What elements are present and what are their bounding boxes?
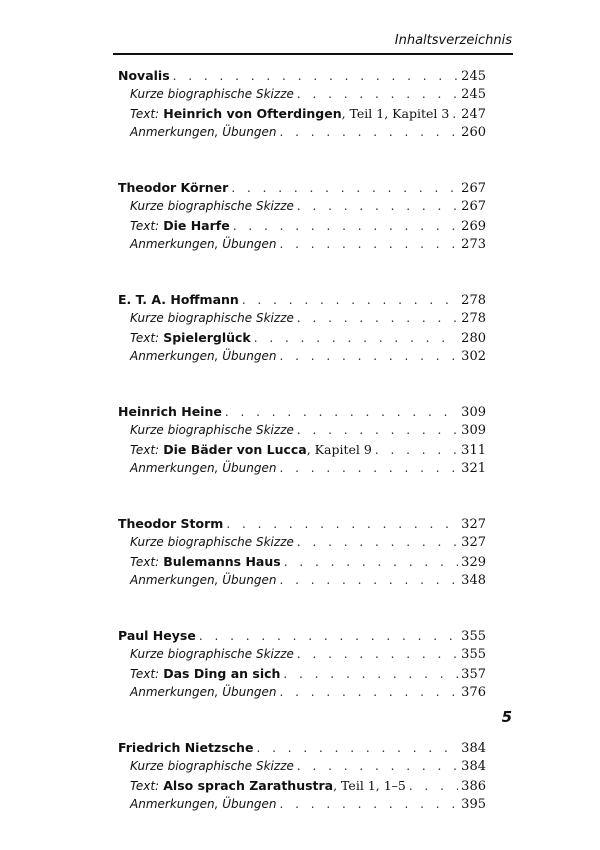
dot-leader (452, 105, 458, 124)
page-ref: 302 (461, 349, 486, 364)
author-name: Theodor Körner (118, 180, 229, 195)
dot-leader (279, 123, 458, 142)
toc-section-heine (118, 402, 486, 478)
page-ref: 269 (461, 219, 486, 234)
work-title: Die Harfe (163, 218, 230, 233)
text-prefix: Text: (130, 667, 160, 681)
page-ref: 267 (461, 181, 486, 196)
dot-leader (231, 179, 458, 198)
dot-leader (279, 347, 458, 366)
page-ref: 280 (461, 331, 486, 346)
toc-text-entry[interactable] (118, 440, 486, 459)
page-number: 5 (501, 708, 512, 726)
dot-leader (254, 329, 458, 348)
notes-label: Anmerkungen, Übungen (130, 349, 277, 363)
page-ref: 267 (461, 199, 486, 214)
toc-author-entry[interactable] (118, 402, 486, 421)
work-title: Bulemanns Haus (163, 554, 281, 569)
page-ref: 309 (461, 423, 486, 438)
work-title: Also sprach Zarathustra (163, 778, 334, 793)
dot-leader (279, 571, 458, 590)
bio-label: Kurze biographische Skizze (130, 423, 294, 437)
work-detail: , Kapitel 9 (306, 442, 372, 457)
notes-label: Anmerkungen, Übungen (130, 685, 277, 699)
dot-leader (279, 459, 458, 478)
page-ref: 386 (461, 779, 486, 794)
page-ref: 327 (461, 517, 486, 532)
toc-text-entry[interactable] (118, 552, 486, 571)
toc-text-entry[interactable] (118, 216, 486, 235)
dot-leader (233, 217, 458, 236)
dot-leader (283, 665, 458, 684)
page-ref: 376 (461, 685, 486, 700)
bio-label: Kurze biographische Skizze (130, 535, 294, 549)
dot-leader (256, 739, 458, 758)
dot-leader (409, 777, 458, 796)
bio-label: Kurze biographische Skizze (130, 311, 294, 325)
toc-text-entry[interactable] (118, 328, 486, 347)
dot-leader (173, 67, 459, 86)
dot-leader (242, 291, 458, 310)
dot-leader (279, 235, 458, 254)
bio-label: Kurze biographische Skizze (130, 759, 294, 773)
toc-bio-entry[interactable] (118, 645, 486, 664)
work-detail: , Teil 1, 1–5 (333, 778, 406, 793)
page-ref: 355 (461, 647, 486, 662)
author-name: E. T. A. Hoffmann (118, 292, 239, 307)
toc-bio-entry[interactable] (118, 421, 486, 440)
toc-author-entry[interactable] (118, 66, 486, 85)
toc-section-nietzsche (118, 738, 486, 814)
toc-notes-entry[interactable] (118, 683, 486, 702)
toc-author-entry[interactable] (118, 290, 486, 309)
page-ref: 321 (461, 461, 486, 476)
page-ref: 245 (461, 69, 486, 84)
dot-leader (297, 757, 458, 776)
toc-text-entry[interactable] (118, 104, 486, 123)
toc-notes-entry[interactable] (118, 347, 486, 366)
page-ref: 245 (461, 87, 486, 102)
author-name: Theodor Storm (118, 516, 224, 531)
author-name: Paul Heyse (118, 628, 196, 643)
toc-notes-entry[interactable] (118, 123, 486, 142)
page-ref: 260 (461, 125, 486, 140)
toc-text-entry[interactable] (118, 776, 486, 795)
author-name: Novalis (118, 68, 170, 83)
dot-leader (199, 627, 458, 646)
table-of-contents (118, 66, 486, 850)
page-ref: 355 (461, 629, 486, 644)
running-head: Inhaltsverzeichnis (394, 33, 512, 48)
dot-leader (279, 795, 458, 814)
dot-leader (375, 441, 458, 460)
dot-leader (297, 85, 458, 104)
work-title: Heinrich von Ofterdingen (163, 106, 342, 121)
toc-bio-entry[interactable] (118, 309, 486, 328)
toc-text-entry[interactable] (118, 664, 486, 683)
toc-author-entry[interactable] (118, 738, 486, 757)
toc-author-entry[interactable] (118, 626, 486, 645)
text-prefix: Text: (130, 107, 160, 121)
text-prefix: Text: (130, 443, 160, 457)
header-rule (113, 53, 513, 55)
text-prefix: Text: (130, 779, 160, 793)
dot-leader (297, 197, 458, 216)
bio-label: Kurze biographische Skizze (130, 647, 294, 661)
toc-section-storm (118, 514, 486, 590)
toc-author-entry[interactable] (118, 514, 486, 533)
dot-leader (297, 645, 458, 664)
notes-label: Anmerkungen, Übungen (130, 237, 277, 251)
toc-bio-entry[interactable] (118, 757, 486, 776)
page-ref: 311 (461, 443, 486, 458)
toc-section-novalis (118, 66, 486, 142)
toc-author-entry[interactable] (118, 178, 486, 197)
page-ref: 384 (461, 741, 486, 756)
toc-section-heyse (118, 626, 486, 702)
toc-notes-entry[interactable] (118, 795, 486, 814)
work-detail: , Teil 1, Kapitel 3 (341, 106, 450, 121)
work-title: Das Ding an sich (163, 666, 281, 681)
author-name: Heinrich Heine (118, 404, 222, 419)
notes-label: Anmerkungen, Übungen (130, 573, 277, 587)
text-prefix: Text: (130, 331, 160, 345)
page-ref: 309 (461, 405, 486, 420)
toc-notes-entry[interactable] (118, 459, 486, 478)
page-ref: 329 (461, 555, 486, 570)
page-ref: 273 (461, 237, 486, 252)
page-ref: 395 (461, 797, 486, 812)
toc-bio-entry[interactable] (118, 197, 486, 216)
dot-leader (297, 421, 458, 440)
toc-notes-entry[interactable] (118, 571, 486, 590)
toc-bio-entry[interactable] (118, 533, 486, 552)
page-ref: 357 (461, 667, 486, 682)
toc-section-koerner (118, 178, 486, 254)
page-ref: 384 (461, 759, 486, 774)
page-ref: 348 (461, 573, 486, 588)
page-ref: 278 (461, 293, 486, 308)
author-name: Friedrich Nietzsche (118, 740, 254, 755)
dot-leader (279, 683, 458, 702)
notes-label: Anmerkungen, Übungen (130, 461, 277, 475)
toc-bio-entry[interactable] (118, 85, 486, 104)
dot-leader (297, 533, 458, 552)
dot-leader (225, 403, 458, 422)
dot-leader (297, 309, 458, 328)
notes-label: Anmerkungen, Übungen (130, 797, 277, 811)
text-prefix: Text: (130, 555, 160, 569)
bio-label: Kurze biographische Skizze (130, 87, 294, 101)
page-ref: 247 (461, 107, 486, 122)
work-title: Spielerglück (163, 330, 251, 345)
toc-notes-entry[interactable] (118, 235, 486, 254)
bio-label: Kurze biographische Skizze (130, 199, 294, 213)
work-title: Die Bäder von Lucca (163, 442, 307, 457)
text-prefix: Text: (130, 219, 160, 233)
page-ref: 327 (461, 535, 486, 550)
toc-section-hoffmann (118, 290, 486, 366)
notes-label: Anmerkungen, Übungen (130, 125, 277, 139)
page-ref: 278 (461, 311, 486, 326)
dot-leader (226, 515, 458, 534)
dot-leader (284, 553, 458, 572)
